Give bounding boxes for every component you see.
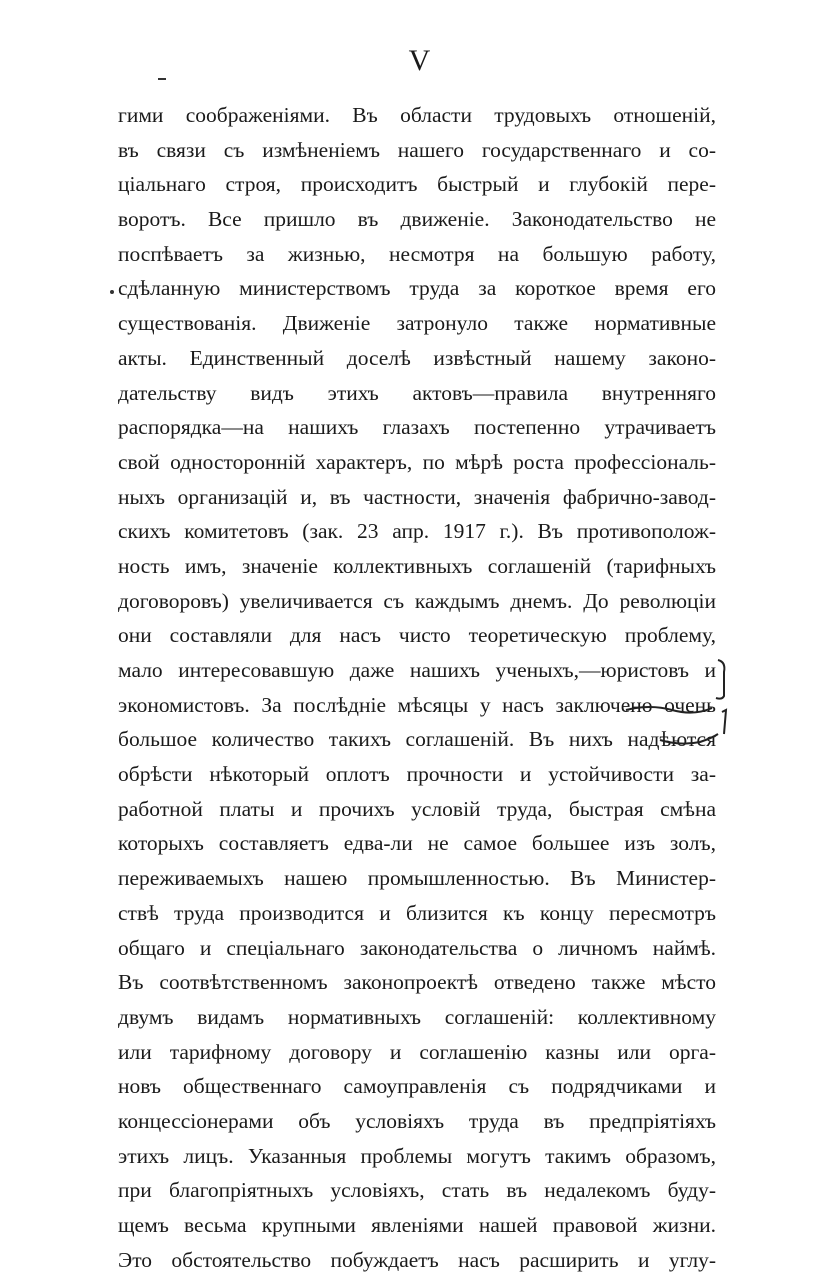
text-line: экономистовъ. За послѣдніе мѣсяцы у насъ заключено очень — [118, 692, 716, 717]
text-line: скихъ комитетовъ (зак. 23 апр. 1917 г.). Въ противополож- — [118, 519, 716, 544]
text-line: Это обстоятельство побуждаетъ насъ расширить и углу- — [118, 1247, 716, 1272]
text-line: дательству видъ этихъ актовъ—правила внутренняго — [118, 380, 716, 405]
text-line: ціальнаго строя, происходитъ быстрый и глубокій пере- — [118, 172, 716, 197]
page-number: V — [408, 44, 432, 77]
text-line: распорядка—на нашихъ глазахъ постепенно утрачиваетъ — [118, 415, 716, 440]
text-line: гими соображеніями. Въ области трудовыхъ отношеній, — [118, 103, 716, 127]
text-line: существованія. Движеніе затронуло также нормативные — [118, 311, 716, 336]
pencil-bracket-mark — [716, 660, 724, 699]
text-line: ность имъ, значеніе коллективныхъ соглашеній (тарифныхъ — [118, 553, 716, 578]
text-line: концессіонерами объ условіяхъ труда въ предпріятіяхъ — [118, 1108, 716, 1133]
text-line: при благопріятныхъ условіяхъ, стать въ недалекомъ буду- — [118, 1178, 716, 1203]
text-line: двумъ видамъ нормативныхъ соглашеній: коллективному — [118, 1004, 716, 1029]
pencil-underline-mark — [626, 707, 712, 713]
text-line: мало интересовавшую даже нашихъ ученыхъ,—юристовъ и — [118, 658, 716, 682]
text-line: ствѣ труда производится и близится къ концу пересмотръ — [118, 900, 716, 925]
text-line: въ связи съ измѣненіемъ нашего государственнаго и со- — [118, 137, 716, 162]
text-line: новъ общественнаго самоуправленія съ подрядчиками и — [118, 1074, 716, 1099]
text-line: воротъ. Все пришло въ движеніе. Законодательство не — [118, 207, 716, 232]
text-line: они составляли для насъ чисто теоретическую проблему, — [118, 623, 716, 648]
text-line: щемъ весьма крупными явленіями нашей правовой жизни. — [118, 1213, 716, 1237]
text-line: или тарифному договору и соглашенію казны или орга- — [118, 1039, 716, 1064]
text-line: работной платы и прочихъ условій труда, быстрая смѣна — [118, 796, 716, 821]
pencil-tick-mark — [722, 710, 726, 734]
text-line: общаго и спеціальнаго законодательства о личномъ наймѣ. — [118, 935, 716, 960]
text-line: Въ соотвѣтственномъ законопроектѣ отведено также мѣсто — [118, 970, 716, 995]
text-line: этихъ лицъ. Указанныя проблемы могутъ такимъ образомъ, — [118, 1143, 716, 1168]
text-line: обрѣсти нѣкоторый оплотъ прочности и устойчивости за- — [118, 762, 716, 787]
text-line: большое количество такихъ соглашеній. Въ нихъ надѣются — [118, 727, 716, 752]
text-line: свой односторонній характеръ, по мѣрѣ роста профессіональ- — [118, 449, 716, 474]
text-line: ныхъ организацій и, въ частности, значенія фабрично-завод- — [118, 484, 716, 509]
pencil-underline-mark — [660, 734, 718, 744]
text-line: сдѣланную министерствомъ труда за короткое время его — [118, 276, 716, 301]
text-line: акты. Единственный доселѣ извѣстный нашему законо- — [118, 345, 716, 370]
text-line: переживаемыхъ нашею промышленностью. Въ Министер- — [118, 866, 716, 891]
text-line: поспѣваетъ за жизнью, несмотря на большую работу, — [118, 241, 716, 266]
text-line: которыхъ составляетъ едва-ли не самое большее изъ золъ, — [118, 831, 716, 856]
text-line: договоровъ) увеличивается съ каждымъ днемъ. До революціи — [118, 588, 716, 613]
